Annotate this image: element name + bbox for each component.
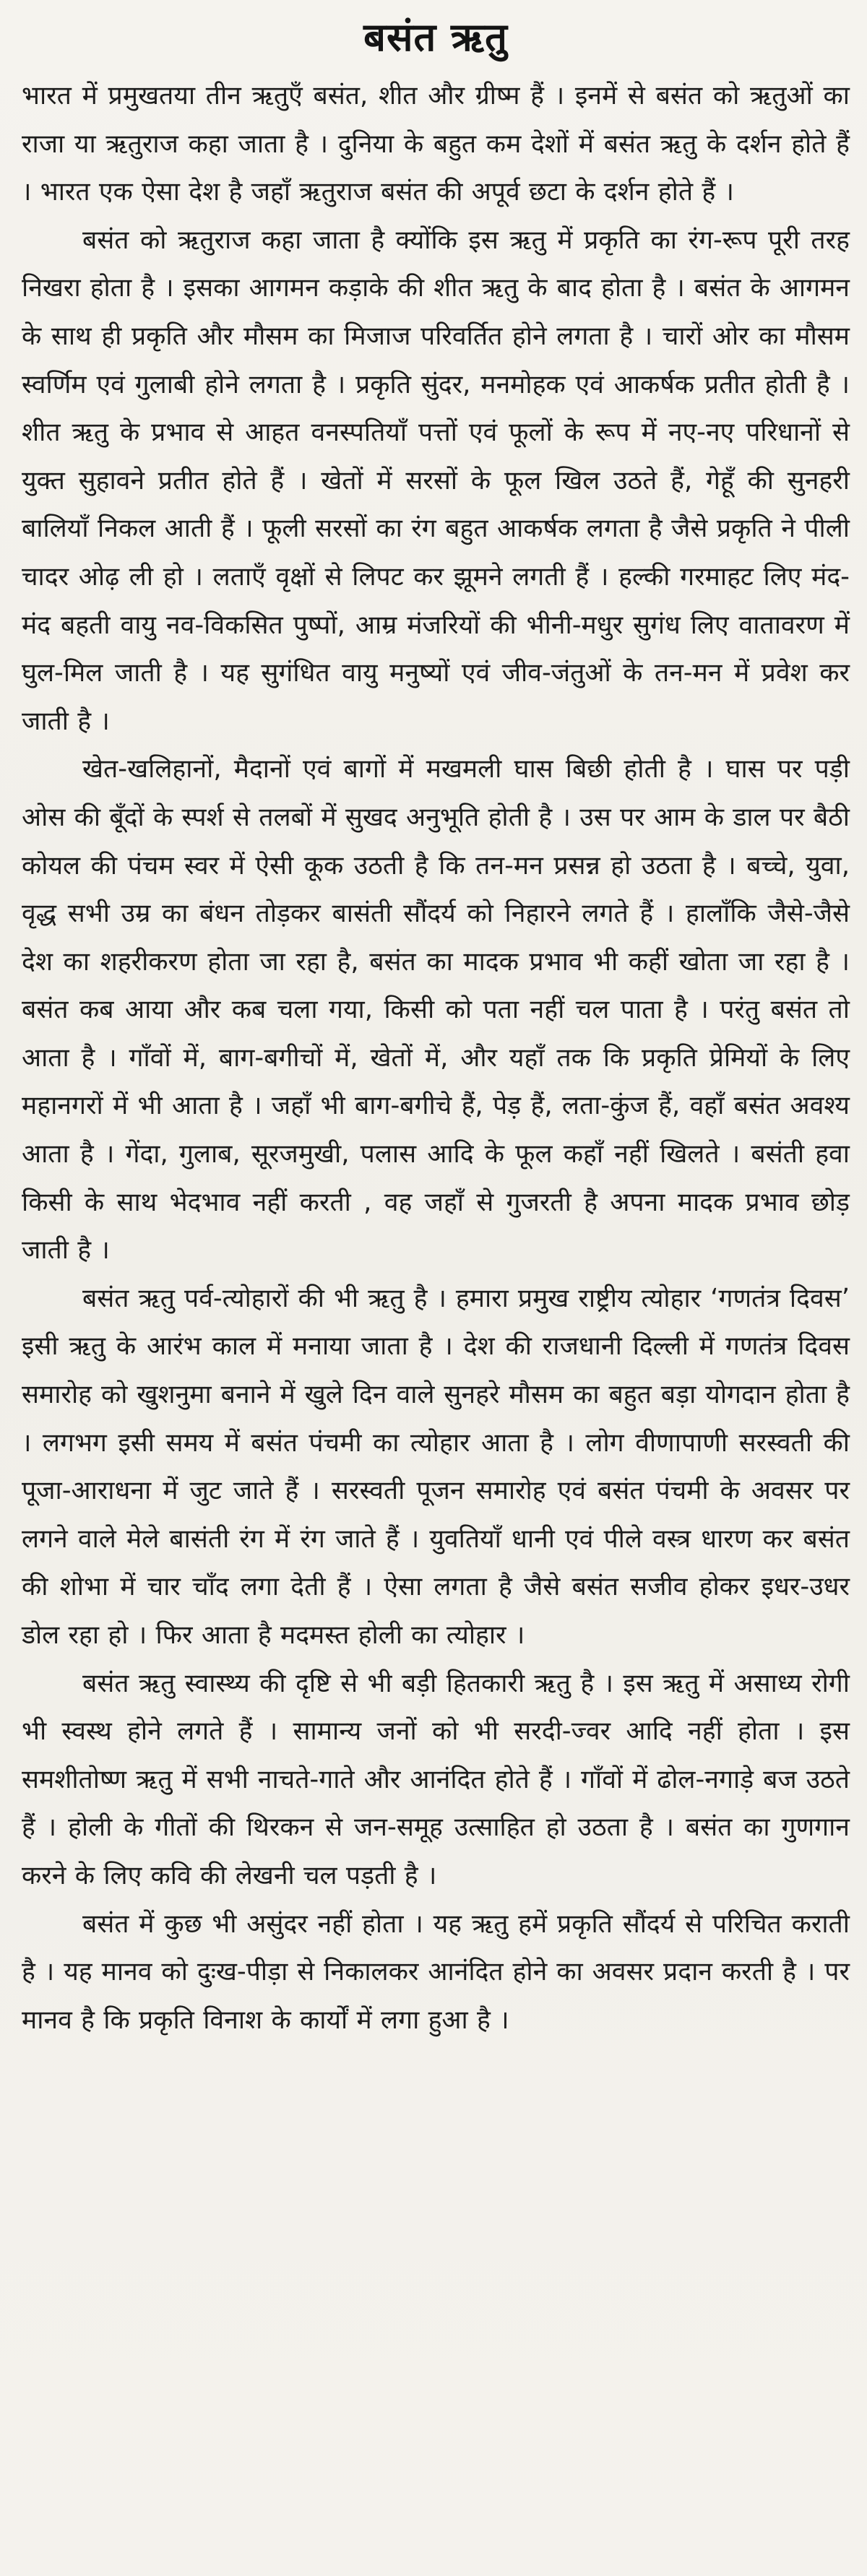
essay-paragraph-3: खेत-खलिहानों, मैदानों एवं बागों में मखमली घास बिछी होती है । घास पर पड़ी ओस की बूँदों के स्पर्श से तलबों में सुखद अनुभूति होती है । उस पर आम के डाल पर बैठी कोयल की पंचम स्वर में ऐसी कूक उठती है कि तन-मन प्रसन्न हो उठता है । बच्चे, युवा, वृद्ध सभी उम्र का बंधन तोड़कर बासंती सौंदर्य को निहारने लगते हैं । हालाँकि जैसे-जैसे देश का शहरीकरण होता जा रहा है, बसंत का मादक प्रभाव भी कहीं खोता जा रहा है । बसंत कब आया और कब चला गया, किसी को पता नहीं चल पाता है । परंतु बसंत तो आता है । गाँवों में, बाग-बगीचों में, खेतों में, और यहाँ तक कि प्रकृति प्रेमियों के लिए महानगरों में भी आता है । जहाँ भी बाग-बगीचे हैं, पेड़ हैं, लता-कुंज हैं, वहाँ बसंत अवश्य आता है । गेंदा, गुलाब, सूरजमुखी, पलास आदि के फूल कहाँ नहीं खिलते । बसंती हवा किसी के साथ भेदभाव नहीं करती , वह जहाँ से गुजरती है अपना मादक प्रभाव छोड़ जाती है । [22, 754, 850, 1266]
essay-paragraph-4: बसंत ऋतु पर्व-त्योहारों की भी ऋतु है । हमारा प्रमुख राष्ट्रीय त्योहार ‘गणतंत्र दिवस’ इसी ऋतु के आरंभ काल में मनाया जाता है । देश की राजधानी दिल्ली में गणतंत्र दिवस समारोह को खुशनुमा बनाने में खुले दिन वाले सुनहरे मौसम का बहुत बड़ा योगदान होता है । लगभग इसी समय में बसंत पंचमी का त्योहार आता है । लोग वीणापाणी सरस्वती की पूजा-आराधना में जुट जाते हैं । सरस्वती पूजन समारोह एवं बसंत पंचमी के अवसर पर लगने वाले मेले बासंती रंग में रंग जाते हैं । युवतियाँ धानी एवं पीले वस्त्र धारण कर बसंत की शोभा में चार चाँद लगा देती हैं । ऐसा लगता है जैसे बसंत सजीव होकर इधर-उधर डोल रहा हो । फिर आता है मदमस्त होली का त्योहार । [22, 1283, 850, 1650]
essay-paragraph-5: बसंत ऋतु स्वास्थ्य की दृष्टि से भी बड़ी हितकारी ऋतु है । इस ऋतु में असाध्य रोगी भी स्वस्थ होने लगते हैं । सामान्य जनों को भी सरदी-ज्वर आदि नहीं होता । इस समशीतोष्ण ऋतु में सभी नाचते-गाते और आनंदित होते हैं । गाँवों में ढोल-नगाड़े बज उठते हैं । होली के गीतों की थिरकन से जन-समूह उत्साहित हो उठता है । बसंत का गुणगान करने के लिए कवि की लेखनी चल पड़ती है । [22, 1668, 850, 1890]
essay-paragraph-1: भारत में प्रमुखतया तीन ऋतुएँ बसंत, शीत और ग्रीष्म हैं । इनमें से बसंत को ऋतुओं का राजा या ऋतुराज कहा जाता है । दुनिया के बहुत कम देशों में बसंत ऋतु के दर्शन होते हैं । भारत एक ऐसा देश है जहाँ ऋतुराज बसंत की अपूर्व छटा के दर्शन होते हैं । [22, 81, 850, 207]
essay-title: बसंत ऋतु [363, 14, 508, 60]
essay-paragraph-2: बसंत को ऋतुराज कहा जाता है क्योंकि इस ऋतु में प्रकृति का रंग-रूप पूरी तरह निखरा होता है । इसका आगमन कड़ाके की शीत ऋतु के बाद होता है । बसंत के आगमन के साथ ही प्रकृति और मौसम का मिजाज परिवर्तित होने लगता है । चारों ओर का मौसम स्वर्णिम एवं गुलाबी होने लगता है । प्रकृति सुंदर, मनमोहक एवं आकर्षक प्रतीत होती है । शीत ऋतु के प्रभाव से आहत वनस्पतियाँ पत्तों एवं फूलों के रूप में नए-नए परिधानों से युक्त सुहावने प्रतीत होते हैं । खेतों में सरसों के फूल खिल उठते हैं, गेहूँ की सुनहरी बालियाँ निकल आती हैं । फूली सरसों का रंग बहुत आकर्षक लगता है जैसे प्रकृति ने पीली चादर ओढ़ ली हो । लताएँ वृक्षों से लिपट कर झूमने लगती हैं । हल्की गरमाहट लिए मंद-मंद बहती वायु नव-विकसित पुष्पों, आम्र मंजरियों की भीनी-मधुर सुगंध लिए वातावरण में घुल-मिल जाती है । यह सुगंधित वायु मनुष्यों एवं जीव-जंतुओं के तन-मन में प्रवेश कर जाती है । [22, 225, 850, 736]
essay-paragraph-6: बसंत में कुछ भी असुंदर नहीं होता । यह ऋतु हमें प्रकृति सौंदर्य से परिचित कराती है । यह मानव को दुःख-पीड़ा से निकालकर आनंदित होने का अवसर प्रदान करती है । पर मानव है कि प्रकृति विनाश के कार्यों में लगा हुआ है । [22, 1909, 850, 2035]
